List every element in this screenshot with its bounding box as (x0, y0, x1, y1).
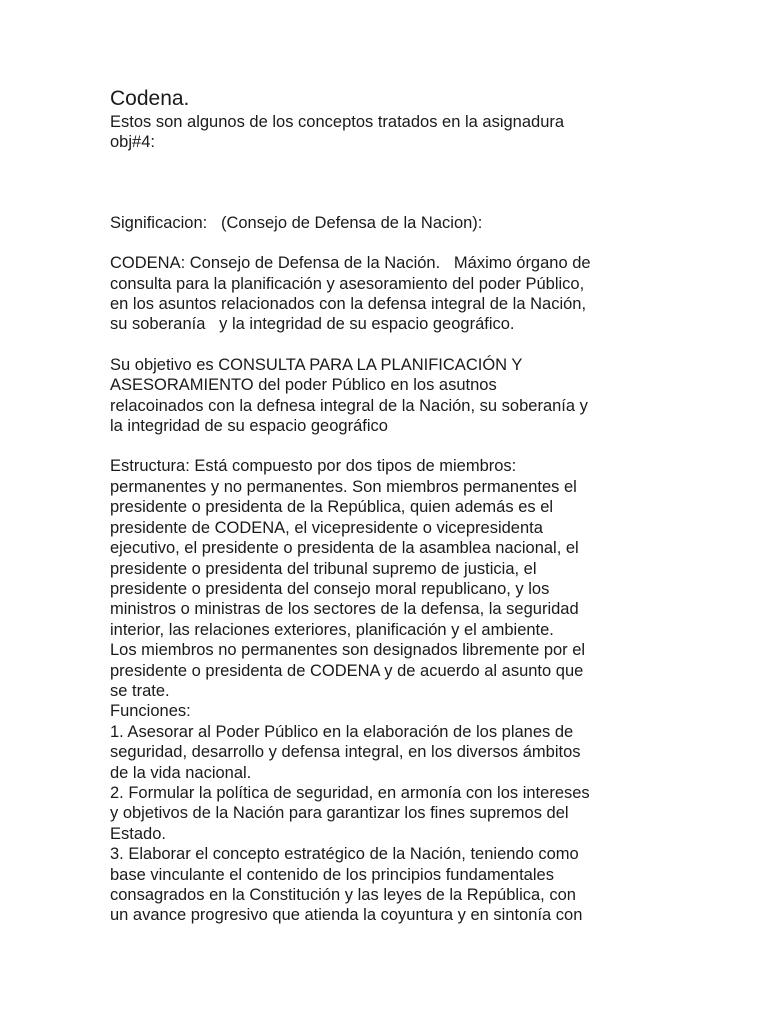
significacion-heading (110, 213, 690, 233)
paragraph-line: relacoinados con la defnesa integral de la Nación, su soberanía y (110, 396, 588, 415)
function-item-line: de la vida nacional. (110, 763, 252, 782)
paragraph-line: presidente de CODENA, el vicepresidente o vicepresidenta (110, 518, 543, 537)
function-item-line: 1. Asesorar al Poder Público en la elaboración de los planes de (110, 722, 574, 741)
function-item-line: y objetivos de la Nación para garantizar los fines supremos del (110, 804, 569, 823)
paragraph-line: ASESORAMIENTO del poder Público en los asutnos (110, 376, 497, 395)
paragraph-line: consulta para la planificación y asesoramiento del poder Público, (110, 274, 585, 293)
paragraph-line: su soberanía y la integridad de su espacio geográfico. (110, 315, 515, 334)
function-item-line: 3. Elaborar el concepto estratégico de la Nación, teniendo como (110, 845, 579, 864)
paragraph-line: Su objetivo es CONSULTA PARA LA PLANIFICACIÓN Y (110, 355, 523, 374)
paragraph-line: interior, las relaciones exteriores, planificación y el ambiente. (110, 620, 554, 639)
paragraph-line: Estructura: Está compuesto por dos tipos de miembros: (110, 457, 517, 476)
function-item-line: Estado. (110, 824, 166, 843)
paragraph-line: presidente o presidenta del consejo moral republicano, y los (110, 579, 550, 598)
document-page (110, 86, 690, 926)
function-item-line: un avance progresivo que atienda la coyuntura y en sintonía con (110, 906, 583, 925)
paragraph-line: CODENA: Consejo de Defensa de la Nación. Máximo órgano de (110, 254, 591, 273)
function-item-line: base vinculante el contenido de los principios fundamentales (110, 865, 554, 884)
document-title: Codena. (110, 87, 190, 110)
paragraph-line: en los asuntos relacionados con la defensa integral de la Nación, (110, 295, 587, 314)
paragraph-line: presidente o presidenta del tribunal supremo de justicia, el (110, 559, 537, 578)
paragraph-line: presidente o presidenta de la República, quien además es el (110, 498, 554, 517)
intro-line: obj#4: (110, 133, 155, 152)
paragraph-line: presidente o presidenta de CODENA y de acuerdo al asunto que (110, 661, 584, 680)
function-item-line: consagrados en la Constitución y las leyes de la República, con (110, 886, 576, 904)
intro-line: Estos son algunos de los conceptos tratados en la asignadura (110, 113, 565, 131)
paragraph-line: permanentes y no permanentes. Son miembros permanentes el (110, 477, 577, 496)
function-item-line: seguridad, desarrollo y defensa integral, en los diversos ámbitos (110, 743, 581, 762)
objetivo-paragraph (110, 355, 690, 437)
significacion-line: Significacion: (Consejo de Defensa de la Nacion): (110, 213, 483, 232)
estructura-paragraph (110, 456, 690, 925)
paragraph-line: se trate. (110, 681, 170, 700)
codena-definition-paragraph (110, 253, 690, 335)
intro-paragraph (110, 112, 690, 153)
paragraph-line: ejecutivo, el presidente o presidenta de la asamblea nacional, el (110, 539, 579, 558)
function-item-line: 2. Formular la política de seguridad, en armonía con los intereses (110, 783, 590, 802)
funciones-heading: Funciones: (110, 702, 191, 721)
paragraph-line: la integridad de su espacio geográfico (110, 417, 388, 436)
paragraph-line: ministros o ministras de los sectores de la defensa, la seguridad (110, 600, 579, 619)
paragraph-line: Los miembros no permanentes son designados libremente por el (110, 641, 586, 660)
